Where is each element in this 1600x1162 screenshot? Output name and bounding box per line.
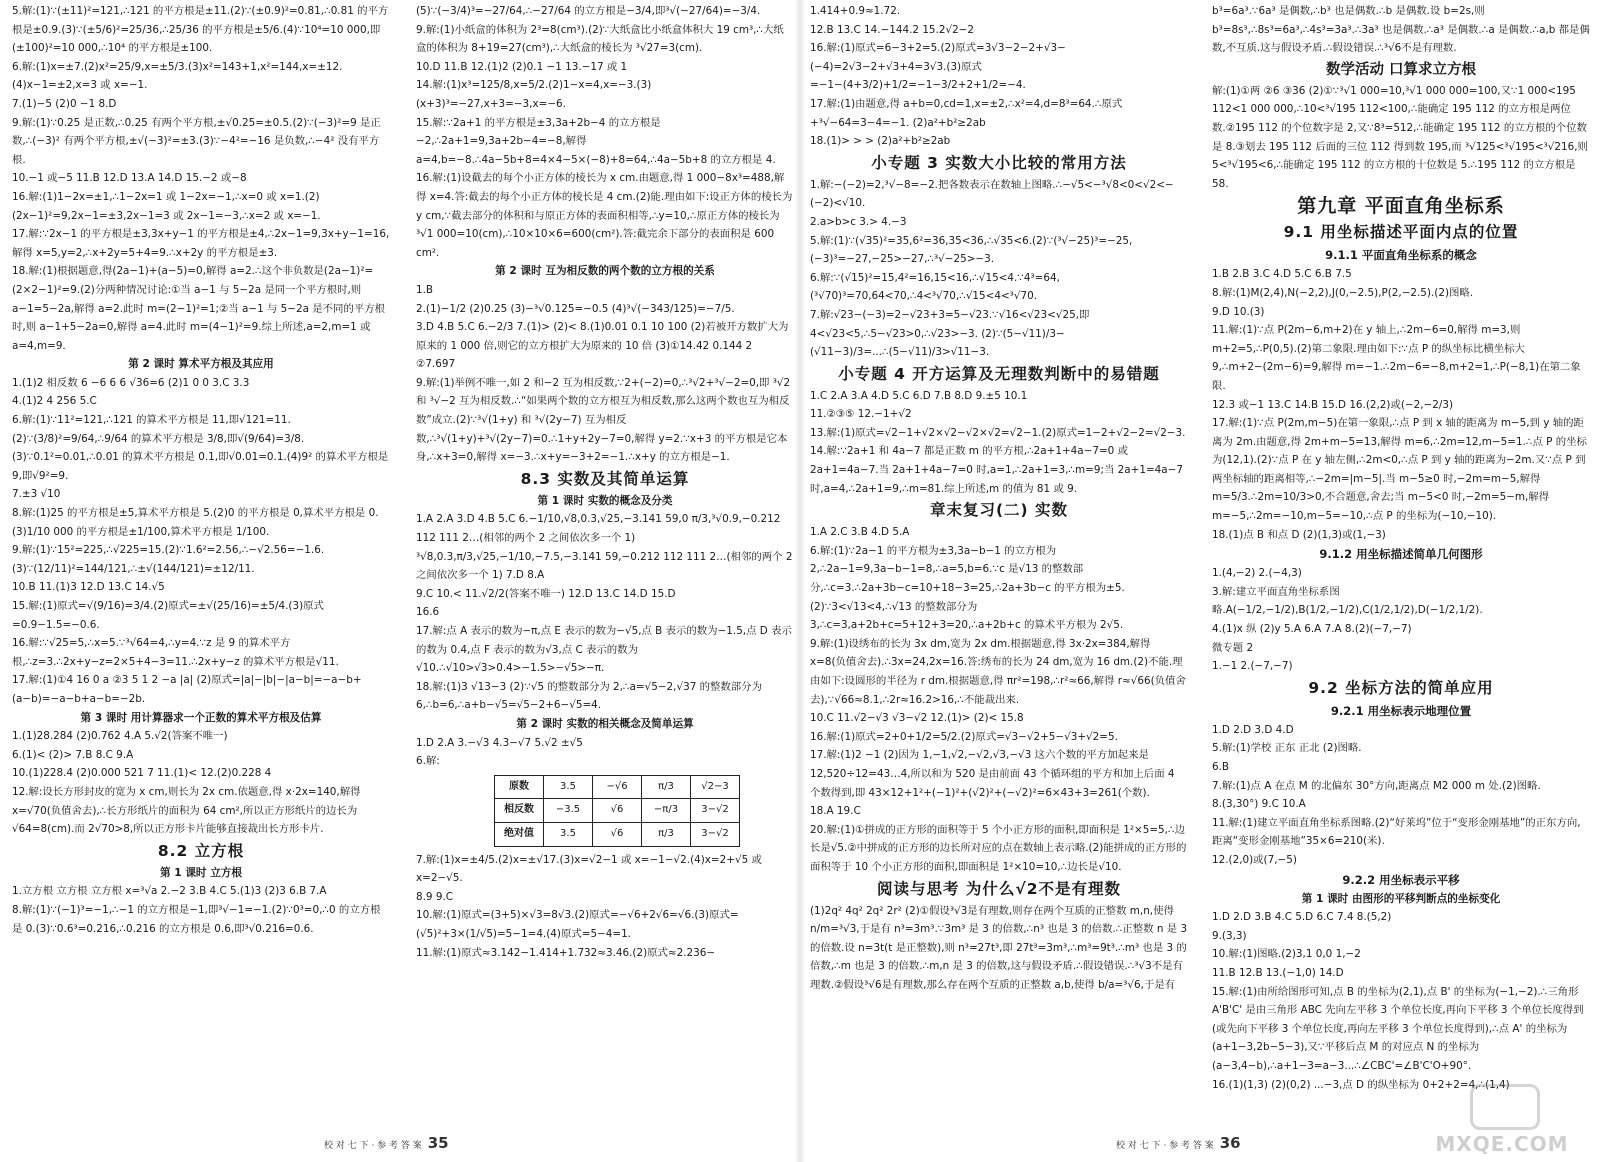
answer-line: 10.D 11.B 12.(1)2 (2)0.1 −1 13.−17 或 1: [416, 60, 628, 73]
answer-line: 1.D 2.D 3.B 4.C 5.D 6.C 7.4 8.(5,2): [1212, 911, 1392, 924]
table-row: [495, 799, 740, 823]
answer-line: b³=6a³.∵6a³ 是偶数,∴b³ 也是偶数.∴b 是偶数.设 b=2s,则 b³=8s³,∴8s³=6a³,∴4s³=3a³.∴3a³ 也是偶数.∴a³ 是偶数.∴a 是偶数.∴a,b 都是偶数,不互质.这与假设矛盾.∴假设错误.∴³√6不是有理数.: [1212, 5, 1590, 55]
lesson-heading: 第 1 课时 立方根: [160, 866, 242, 879]
answer-line: 解:(1)①两 ②6 ③36 (2)①∵³√1 000=10,³√1 000 000=100,又∵1 000<195 112<1 000 000,∴10<³√195 112<100,∴能确定 195 112 的立方根是两位数.②195 112 的个位数字是 2,又∵8³=512,∴能确定 195 112 的立方根的个位数是 8.③划去 195 112 后面的三位 112 得到数 195,而 ³√125<³√195<³√216,则 5<³√195<6,∴能确定 195 112 的立方根的十位数是 5.∴195 112 的立方根是 58.: [1212, 84, 1588, 190]
answer-line: 8.9 9.C: [416, 890, 453, 903]
answer-line: 16.解:(1)设截去的每个小正方体的棱长为 x cm.由题意,得 1 000−8x³=488,解得 x=4.答:截去的每个小正方体的棱长是 4 cm.(2)能.理由如下:设正方体的棱长为 y cm,∵截去部分的体积和与原正方体的表面积相等,∴y=10,∴原正方体的棱长为 ³√1 000=10(cm),∴10×10×6=600(cm²).答:截完余下部分的表面积是 600 cm².: [416, 172, 793, 259]
answer-line: 8.解:(1)M(2,4),N(−2,2),J(0,−2.5),P(2,−2.5).(2)图略.: [1212, 286, 1474, 299]
activity-heading: 数学活动 口算求立方根: [1325, 61, 1477, 78]
answer-line: 6.(1)< (2)> 7.B 8.C 9.A: [12, 748, 134, 761]
answer-line: 8.解:(1)25 的平方根是±5,算术平方根是 5.(2)0 的平方根是 0,算术平方根是 0.(3)1/10 000 的平方根是±1/100,算术平方根是 1/100.: [12, 507, 379, 538]
answer-line: 9.解:(1)∵15²=225,∴√225=15.(2)∵1.6²=2.56,∴−√2.56=−1.6.(3)∵(12/11)²=144/121,∴±√(144/121)=±12/11.: [12, 544, 325, 575]
answer-line: 1.−1 2.(−7,−7): [1212, 660, 1293, 673]
table-cell: π/3: [642, 775, 691, 799]
answer-line: 10.C 11.√2−√3 √3−√2 12.(1)> (2)< 15.8: [810, 712, 1024, 725]
answer-line: 1.C 2.A 3.A 4.D 5.C 6.D 7.B 8.D 9.±5 10.1: [810, 389, 1028, 402]
answer-line: (1)2q² 4q² 2q² 2r² (2)①假设³√3是有理数,则存在两个互质的正整数 m,n,使得 n/m=³√3,于是有 n³=3m³.∵3m³ 是 3 的倍数,∴n³ 也是 3 的倍数.∴正整数 n 是 3 的倍数.设 n=3t(t 是正整数),则 n³=27t³,即 27t³=3m³,∴m³=9t³.∴m³ 也是 3 的倍数,∴m 也是 3 的倍数.∴m,n 是 3 的倍数,这与假设矛盾.∴假设错误.∴³√3不是有理数.②假设³√6是有理数,那么存在两个互质的正整数 a,b,使得 b/a=³√6,于是有: [810, 904, 1188, 991]
page-number: 36: [1219, 1134, 1241, 1152]
answer-line: 11.解:(1)建立平面直角坐标系图略.(2)“好莱坞”位于“变形金刚基地”的正东方向,距离“变形金刚基地”35×6=210(米).: [1212, 816, 1581, 848]
answer-line: 6.解:(1)x=±7.(2)x²=25/9,x=±5/3.(3)x²=143+1,x²=144,x=±12.(4)x−1=±2,x=3 或 x=−1.: [12, 60, 343, 92]
lesson-heading: 第 3 课时 用计算器求一个正数的算术平方根及估算: [80, 711, 322, 724]
answer-line: 18.(1)点 B 和点 D (2)(1,3)或(1,−3): [1212, 528, 1386, 541]
answer-line: 6.B: [1212, 761, 1230, 773]
table-row-label: 原数: [495, 775, 544, 799]
answer-line: 7.解:(1)x=±4/5.(2)x=±√17.(3)x=√2−1 或 x=−1−√2.(4)x=2+√5 或 x=2−√5.: [416, 853, 762, 885]
answer-line: 1.B: [416, 283, 434, 296]
answer-line: 1.(4,−2) 2.(−4,3): [1212, 567, 1302, 580]
answer-line: 10.解:(1)原式=(3+5)×√3=8√3.(2)原式=−√6+2√6=√6.(3)原式=(√5)²+3×(1/√5)=5−1=4.(4)原式=5−4=1.: [416, 909, 739, 940]
answer-line: 11.解:(1)∵点 P(2m−6,m+2)在 y 轴上,∴2m−6=0,解得 m=3,则 m+2=5,∴P(0,5).(2)第二象限.理由如下:∵点 P 的纵坐标比横坐标大 9,∴m+2−(2m−6)=9,解得 m=−1.∴2m−6=−8,m+2=1,∴P(−8,1)在第二象限.: [1212, 324, 1581, 392]
answer-line: 4.(1)2 4 256 5.C: [12, 395, 97, 408]
table-row: [495, 775, 740, 799]
answer-line: 6.解:: [416, 755, 440, 768]
answer-line: 3.D 4.B 5.C 6.−2/3 7.(1)> (2)< 8.(1)0.01 0.1 10 100 (2)若被开方数扩大为原来的 1 000 倍,则它的立方根扩大为原来的 10 倍 (3)①14.42 0.144 2 ②7.697: [416, 321, 789, 371]
table-cell: −π/3: [642, 799, 691, 823]
lesson-heading: 第 2 课时 算术平方根及其应用: [128, 358, 274, 371]
answer-line: 6.解:(1)∵11²=121,∴121 的算术平方根是 11,即√121=11.(2)∵(3/8)²=9/64,∴9/64 的算术平方根是 3/8,即√(9/64)=3/8.(3)∵0.1²=0.01,∴0.01 的算术平方根是 0.1,即√0.01=0.1.(4)9² 的算术平方根是 9,即√9²=9.: [12, 414, 389, 482]
table-cell: −√6: [593, 775, 642, 799]
subsection-heading: 9.2.1 用坐标表示地理位置: [1330, 703, 1472, 718]
answer-line: 6.解:(1)∵2a−1 的平方根为±3,3a−b−1 的立方根为 2,∴2a−1=9,3a−b−1=8,∴a=5,b=6.∵c 是√13 的整数部分,∴c=3.∴2a+3b−c=10+18−3=25,∴2a+3b−c 的平方根为±5.(2)∵3<√13<4,∴√13 的整数部分为 3,∴c=3,a+2b+c=5+12+3=20,∴a+2b+c 的算术平方根为 2√5.: [810, 544, 1125, 632]
answer-line: 17.解:(1)2 −1 (2)因为 1,−1,√2,−√2,√3,−√3 这六个数的平方加起来是 12,520÷12=43…4,所以和为 520 是由前面 43 个循环组的平方和加上后面 4 个数得到,即 43×12+1²+(−1)²+(√2)²+(−√2)²=6×43+3=261(个数).: [810, 749, 1175, 799]
answer-line: 16.6: [416, 606, 440, 619]
answer-line: 1.A 2.C 3.B 4.D 5.A: [810, 526, 910, 539]
answer-line: 1.解:−(−2)=2,³√−8=−2.把各数表示在数轴上图略.∴−√5<−³√8<0<√2<−(−2)<√10.: [810, 178, 1174, 210]
section-heading: 阅读与思考 为什么√2不是有理数: [876, 879, 1122, 898]
answer-line: 5.解:(1)学校 正东 正北 (2)图略.: [1212, 742, 1362, 755]
answer-line: 10.−1 或−5 11.B 12.D 13.A 14.D 15.−2 或−8: [12, 172, 247, 185]
answer-line: 14.解:(1)x³=125/8,x=5/2.(2)1−x=4,x=−3.(3)(x+3)³=−27,x+3=−3,x=−6.: [416, 79, 652, 110]
answer-line: 10.(1)228.4 (2)0.000 521 7 11.(1)< 12.(2)0.228 4: [12, 767, 272, 780]
answer-line: 12.解:设长方形封皮的宽为 x cm,则长为 2x cm.依题意,得 x·2x=140,解得 x=√70(负值舍去),∴长方形纸片的面积为 64 cm²,所以正方形纸片的边长为 √64=8(cm).而 2√70>8,所以正方形卡片能够直接裁出长方形卡片.: [12, 785, 361, 836]
lesson-heading: 第 1 课时 实数的概念及分类: [537, 494, 673, 507]
answer-line: 9.C 10.< 11.√2/2(答案不唯一) 12.D 13.C 14.D 15.D: [416, 587, 676, 600]
section-heading: 8.2 立方根: [157, 841, 245, 860]
table-cell: 3.5: [544, 775, 593, 799]
answer-line: 17.解:(1)①4 16 0 a ②3 5 1 2 −a |a| (2)原式=|a|−|b|−|a−b|=−a−b+(a−b)=−a−b+a−b=−2b.: [12, 674, 362, 705]
section-heading: 9.2 坐标方法的简单应用: [1308, 678, 1494, 697]
answer-line: 1.(1)28.284 (2)0.762 4.A 5.√2(答案不唯一): [12, 730, 228, 743]
page-number: 35: [427, 1134, 449, 1152]
answer-line: 18.A 19.C: [810, 805, 861, 818]
answer-line: 15.解:(1)原式=√(9/16)=3/4.(2)原式=±√(25/16)=±5/4.(3)原式=0.9−1.5=−0.6.: [12, 600, 324, 631]
section-heading: 小专题 4 开方运算及无理数判断中的易错题: [838, 364, 1160, 383]
answer-line: 12.3 或−1 13.C 14.B 15.D 16.(2,2)或(−2,−2/3): [1212, 398, 1454, 411]
section-heading: 小专题 3 实数大小比较的常用方法: [871, 153, 1127, 172]
answer-line: 5.解:(1)∵(√35)²=35,6²=36,35<36,∴√35<6.(2)∵(³√−25)³=−25,(−3)³=−27,−25>−27,∴³√−25>−3.: [810, 234, 1133, 266]
answer-line: 14.解:∵2a+1 和 4a−7 都是正数 m 的平方根,∴2a+1+4a−7=0 或 2a+1=4a−7.当 2a+1+4a−7=0 时,a=1,∴2a+1=3,∴m=9;当 2a+1=4a−7 时,a=4,∴2a+1=9,∴m=81.综上所述,m 的值为 81 或 9.: [810, 445, 1183, 495]
section-heading: 章末复习(二) 实数: [929, 501, 1069, 520]
answer-line: 7.解:√23−(−3)=2−√23+3=5−√23.∵√16<√23<√25,即 4<√23<5,∴5−√23>0,∴√23>−3. (2)∵(5−√11)/3−(√11−3)/3=...∴(5−√11)/3>√11−3.: [810, 308, 1090, 359]
footer-label: 校 对 七 下 · 参 考 答 案: [1116, 1141, 1214, 1151]
subsection-heading: 9.1.1 平面直角坐标系的概念: [1325, 248, 1477, 263]
answer-line: 17.解:点 A 表示的数为−π,点 E 表示的数为−√5,点 B 表示的数为−1.5,点 D 表示的数为 0.4,点 F 表示的数为√3,点 C 表示的数为√10.∴√10>√3>0.4>−1.5>−√5>−π.: [416, 625, 792, 675]
answer-line: 15.解:∵2a+1 的平方根是±3,3a+2b−4 的立方根是−2,∴2a+1=9,3a+2b−4=−8,解得 a=4,b=−8.∴4a−5b+8=4×4−5×(−8)+8=64,∴4a−5b+8 的立方根是 4.: [416, 116, 776, 166]
answer-line: 3.解:建立平面直角坐标系图略.A(−1/2,−1/2),B(1/2,−1/2),C(1/2,1/2),D(−1/2,1/2).: [1212, 585, 1483, 617]
right-page: [800, 0, 1600, 1162]
table-cell: √6: [593, 799, 642, 823]
answer-line: 10.解:(1)图略.(2)3,1 0,0 1,−2: [1212, 948, 1361, 961]
answer-line: 11.B 12.B 13.(−1,0) 14.D: [1212, 966, 1344, 979]
table-cell: −3.5: [544, 799, 593, 823]
answer-line: 1.D 2.A 3.−√3 4.3−√7 5.√2 ±√5: [416, 736, 583, 749]
page-footer-left: [324, 1134, 449, 1152]
answer-line: 8.(3,30°) 9.C 10.A: [1212, 798, 1306, 811]
table-row: [495, 822, 740, 846]
table-cell: √2−3: [691, 775, 740, 799]
answer-line: 16.(1)(1,3) (2)(0,2) ...−3,点 D 的纵坐标为 0+2+2=4,∴(1,4): [1212, 1078, 1510, 1091]
answer-line: 2.a>b>c 3.> 4.−3: [810, 215, 907, 228]
answer-line: 9.解:(1)小纸盒的体积为 2³=8(cm³).(2)∵大纸盒比小纸盒体积大 19 cm³,∴大纸盒的体积为 8+19=27(cm³),∴大纸盒的棱长为 ³√27=3(cm).: [416, 23, 784, 55]
answer-line: 12.B 13.C 14.−144.2 15.2√2−2: [810, 23, 975, 36]
answer-line: 13.解:(1)原式=√2−1+√2×√2−√2×√2=√2−1.(2)原式=1−2+√2−2=√2−3.: [810, 426, 1186, 439]
answer-line: 18.(1)> > > (2)a²+b²≥2ab: [810, 135, 951, 148]
subsection-heading: 9.2.2 用坐标表示平移: [1342, 872, 1460, 887]
answer-line: 1.B 2.B 3.C 4.D 5.C 6.B 7.5: [1212, 268, 1352, 281]
answer-line: 9.D 10.(3): [1212, 305, 1265, 318]
answer-line: 7.解:(1)点 A 在点 M 的北偏东 30°方向,距离点 M2 000 m 处.(2)图略.: [1212, 779, 1541, 792]
answer-line: 15.解:(1)由所给图形可知,点 B 的坐标为(2,1),点 B' 的坐标为(−1,−2).∴三角形 A'B'C' 是由三角形 ABC 先向左平移 3 个单位长度,再向下平移 3 个单位长度得到(或先向下平移 3 个单位长度,再向左平移 3 个单位长度得到),∴点 A' 的坐标为(a+1−3,2b−5−3),又∵平移后点 M 的对应点 N 的坐标为(a−3,4−b),∴a+1−3=a−3...∴∠CBC'=∠B'C'O+90°.: [1212, 985, 1584, 1072]
footer-label: 校 对 七 下 · 参 考 答 案: [324, 1141, 422, 1151]
table-row-label: 相反数: [495, 799, 544, 823]
answer-line: 8.解:(1)∵(−1)³=−1,∴−1 的立方根是−1,即³√−1=−1.(2)∵0³=0,∴0 的立方根是 0.(3)∵0.6³=0.216,∴0.216 的立方根是 0.6,即³√0.216=0.6.: [12, 903, 381, 935]
lesson-heading: 第 2 课时 实数的相关概念及简单运算: [516, 717, 694, 730]
answer-column-3: [810, 2, 1188, 1120]
answer-line: 5.解:(1)∵(±11)²=121,∴121 的平方根是±11.(2)∵(±0.9)²=0.81,∴0.81 的平方根是±0.9.(3)∵(±5/6)²=25/36,∴25/36 的平方根是±5/6.(4)∵10⁴=10 000,即(±100)²=10 000,∴10⁴ 的平方根是±100.: [12, 5, 389, 55]
answer-line: 1.A 2.A 3.D 4.B 5.C 6.−1/10,√8,0.3,√25,−3.141 59,0 π/3,³√0.9,−0.212 112 111 2…(相邻的两个 2 之间依次多一个 1) ³√8,0.3,π/3,√25,−1/10,−7.5,−3.141 59,−0.212 112 111 2…(相邻的两个 2 之间依次多一个 1) 7.D 8.A: [416, 513, 793, 582]
answer-line: 17.解:(1)∵点 P(2m,m−5)在第一象限,∴点 P 到 x 轴的距离为 m−5,到 y 轴的距离为 2m.由题意,得 2m+m−5=13,解得 m=6,∴2m=12,m−5=1.∴点 P 的坐标为(12,1).(2)∵点 P 在 y 轴左侧,∴2m<0,∴点 P 到 y 轴的距离为−2m.又∵点 P 到两坐标轴的距离相等,∴−2m=|m−5|.当 m−5≥0 时,−2m=m−5,解得 m=5/3.∴2m=10/3>0,不合题意,舍去;当 m−5<0 时,−2m=5−m,解得 m=−5,∴2m=−10,m−5=−10,∴点 P 的坐标为(−10,−10).: [1212, 417, 1587, 523]
subsection-heading: 9.1.2 用坐标描述简单几何图形: [1319, 547, 1483, 562]
answer-line: 4.(1)x 纵 (2)y 5.A 6.A 7.A 8.(2)(−7,−7): [1212, 623, 1412, 636]
answer-line: 9.解:(1)设绣布的长为 3x dm,宽为 2x dm.根据题意,得 3x·2x=384,解得 x=8(负值舍去).∴3x=24,2x=16.答:绣布的长为 24 dm,宽为 16 dm.(2)不能.理由如下:设圆形的半径为 r dm.根据题意,得 πr²=198,∴r²≈66,解得 r≈√66(负值舍去),∵√66≈8.1,∴2r≈16.2>16,∴不能裁出来.: [810, 637, 1186, 706]
watermark-text: MXQE.COM: [1435, 1132, 1569, 1156]
page-footer-right: [1116, 1134, 1241, 1152]
lesson-heading: 第 2 课时 互为相反数的两个数的立方根的关系: [495, 265, 715, 278]
answer-line: 9.解:(1)∵0.25 是正数,∴0.25 有两个平方根,±√0.25=±0.5.(2)∵(−3)²=9 是正数,∴(−3)² 有两个平方根,±√(−3)²=±3.(3)∵−4²=−16 是负数,∴−4² 没有平方根.: [12, 116, 381, 166]
answer-line: 9.解:(1)举例不唯一,如 2 和−2 互为相反数,∵2+(−2)=0,∴³√2+³√−2=0,即 ³√2 和 ³√−2 互为相反数.∴“如果两个数的立方根互为相反数,那么这两个数也互为相反数”成立.(2)∵³√(1+y) 和 ³√(2y−7) 互为相反数,∴³√(1+y)+³√(2y−7)=0.∴1+y+2y−7=0,解得 y=2.∵x+3 的平方根是它本身,∴x+3=0,解得 x=−3.∴x+y=−3+2=−1.∴x+y 的立方根是−1.: [416, 376, 791, 464]
answer-line: 12.(2,0)或(7,−5): [1212, 853, 1297, 866]
answer-line: 1.(1)2 相反数 6 −6 6 6 √36=6 (2)1 0 0 3.C 3.3: [12, 376, 250, 389]
watermark-badge-icon: [1470, 1084, 1540, 1130]
table-cell: π/3: [642, 822, 691, 846]
answer-line: 20.解:(1)①拼成的正方形的面积等于 5 个小正方形的面积,即面积是 1²×5=5,∴边长是√5.②中拼成的正方形的边长所对应的点在数轴上表示略.(2)能拼成的正方形的面积等于 10 个小正方形的面积,即面积是 1²×10=10,∴边长是√10.: [810, 823, 1187, 873]
table-cell: 3−√2: [691, 822, 740, 846]
answer-line: 1.414+0.9≈1.72.: [810, 5, 901, 17]
table-cell: √6: [593, 822, 642, 846]
answer-table: [494, 775, 740, 847]
answer-line: 7.(1)−5 (2)0 −1 8.D: [12, 97, 117, 110]
answer-column-2: [416, 2, 794, 1120]
answer-line: 1.立方根 立方根 立方根 x=³√a 2.−2 3.B 4.C 5.(1)3 (2)3 6.B 7.A: [12, 885, 327, 898]
answer-line: 微专题 2: [1212, 641, 1254, 654]
answer-column-4: [1212, 2, 1590, 1120]
lesson-heading: 第 1 课时 由图形的平移判断点的坐标变化: [1301, 892, 1501, 905]
answer-line: 18.解:(1)根据题意,得(2a−1)+(a−5)=0,解得 a=2.∴这个非负数是(2a−1)²=(2×2−1)²=9.(2)分两种情况讨论:①当 a−1 与 5−2a 是同一个平方根时,则 a−1=5−2a,解得 a=2.此时 m=(2−1)²=1;②当 a−1 与 5−2a 是不同的平方根时,则 a−1+5−2a=0,解得 a=4.此时 m=(4−1)²=9.综上所述,a=2,m=1 或 a=4,m=9.: [12, 265, 386, 352]
answer-line: 1.D 2.D 3.D 4.D: [1212, 723, 1294, 736]
answer-line: 6.解:∵(√15)²=15,4²=16,15<16,∴√15<4.∵4³=64,(³√70)³=70,64<70,∴4<³√70,∴√15<4<³√70.: [810, 271, 1060, 303]
chapter-heading: 第九章 平面直角坐标系: [1297, 195, 1505, 218]
answer-line: 17.解:(1)由题意,得 a+b=0,cd=1,x=±2,∴x²=4,d=8³=64.∴原式+³√−64=3−4=−1. (2)a²+b²≥2ab: [810, 97, 1123, 129]
answer-line: 16.解:(1)原式=2+0+1/2=5/2.(2)原式=√3−√2+5−√3+√2=5.: [810, 730, 1118, 743]
answer-line: 11.解:(1)原式≈3.142−1.414+1.732≈3.46.(2)原式≈2.236−: [416, 946, 716, 959]
watermark-logo: [1422, 1084, 1582, 1156]
answer-line: 17.解:∵2x−1 的平方根是±3,3x+y−1 的平方根是±4,∴2x−1=9,3x+y−1=16,解得 x=5,y=2,∴x+2y=5+4=9.∴x+2y 的平方根是±3.: [12, 228, 390, 259]
section-heading: 9.1 用坐标描述平面内点的位置: [1283, 223, 1519, 242]
answer-line: 11.②③⑤ 12.−1+√2: [810, 408, 912, 421]
answer-line: 7.±3 √10: [12, 488, 61, 501]
answer-line: 16.解:(1)1−2x=±1,∴1−2x=1 或 1−2x=−1,∴x=0 或 x=1.(2)(2x−1)²=9,2x−1=±3,2x−1=3 或 2x−1=−3,∴x=2 或 x=−1.: [12, 190, 321, 222]
section-heading: 8.3 实数及其简单运算: [520, 469, 690, 488]
answer-line: 2.(1)−1/2 (2)0.25 (3)−³√0.125=−0.5 (4)³√(−343/125)=−7/5.: [416, 302, 735, 315]
answer-line: 16.解:(1)原式=6−3+2=5.(2)原式=3√3−2−2+√3−(−4)=2√3−2+√3+4=3√3.(3)原式=−1−(4+3/2)+1/2=−1−3/2+2+1/2=−4.: [810, 42, 1066, 92]
answer-line: (5)∵(−3/4)³=−27/64,∴−27/64 的立方根是−3/4,即³√(−27/64)=−3/4.: [416, 5, 761, 17]
answer-line: 16.解:∵√25=5,∴x=5.∵³√64=4,∴y=4.∵z 是 9 的算术平方根,∴z=3.∴2x+y−z=2×5+4−3=11.∴2x+y−z 的算术平方根是√11.: [12, 637, 339, 668]
answer-column-1: [12, 2, 390, 1120]
table-cell: 3−√2: [691, 799, 740, 823]
answer-line: 10.B 11.(1)3 12.D 13.C 14.√5: [12, 581, 165, 594]
answer-line: 9.(3,3): [1212, 929, 1247, 942]
table-cell: 3.5: [544, 822, 593, 846]
answer-line: 18.解:(1)3 √13−3 (2)∵√5 的整数部分为 2,∴a=√5−2,√37 的整数部分为 6,∴b=6,∴a+b−√5=√5−2+6−√5=4.: [416, 680, 762, 712]
table-row-label: 绝对值: [495, 822, 544, 846]
